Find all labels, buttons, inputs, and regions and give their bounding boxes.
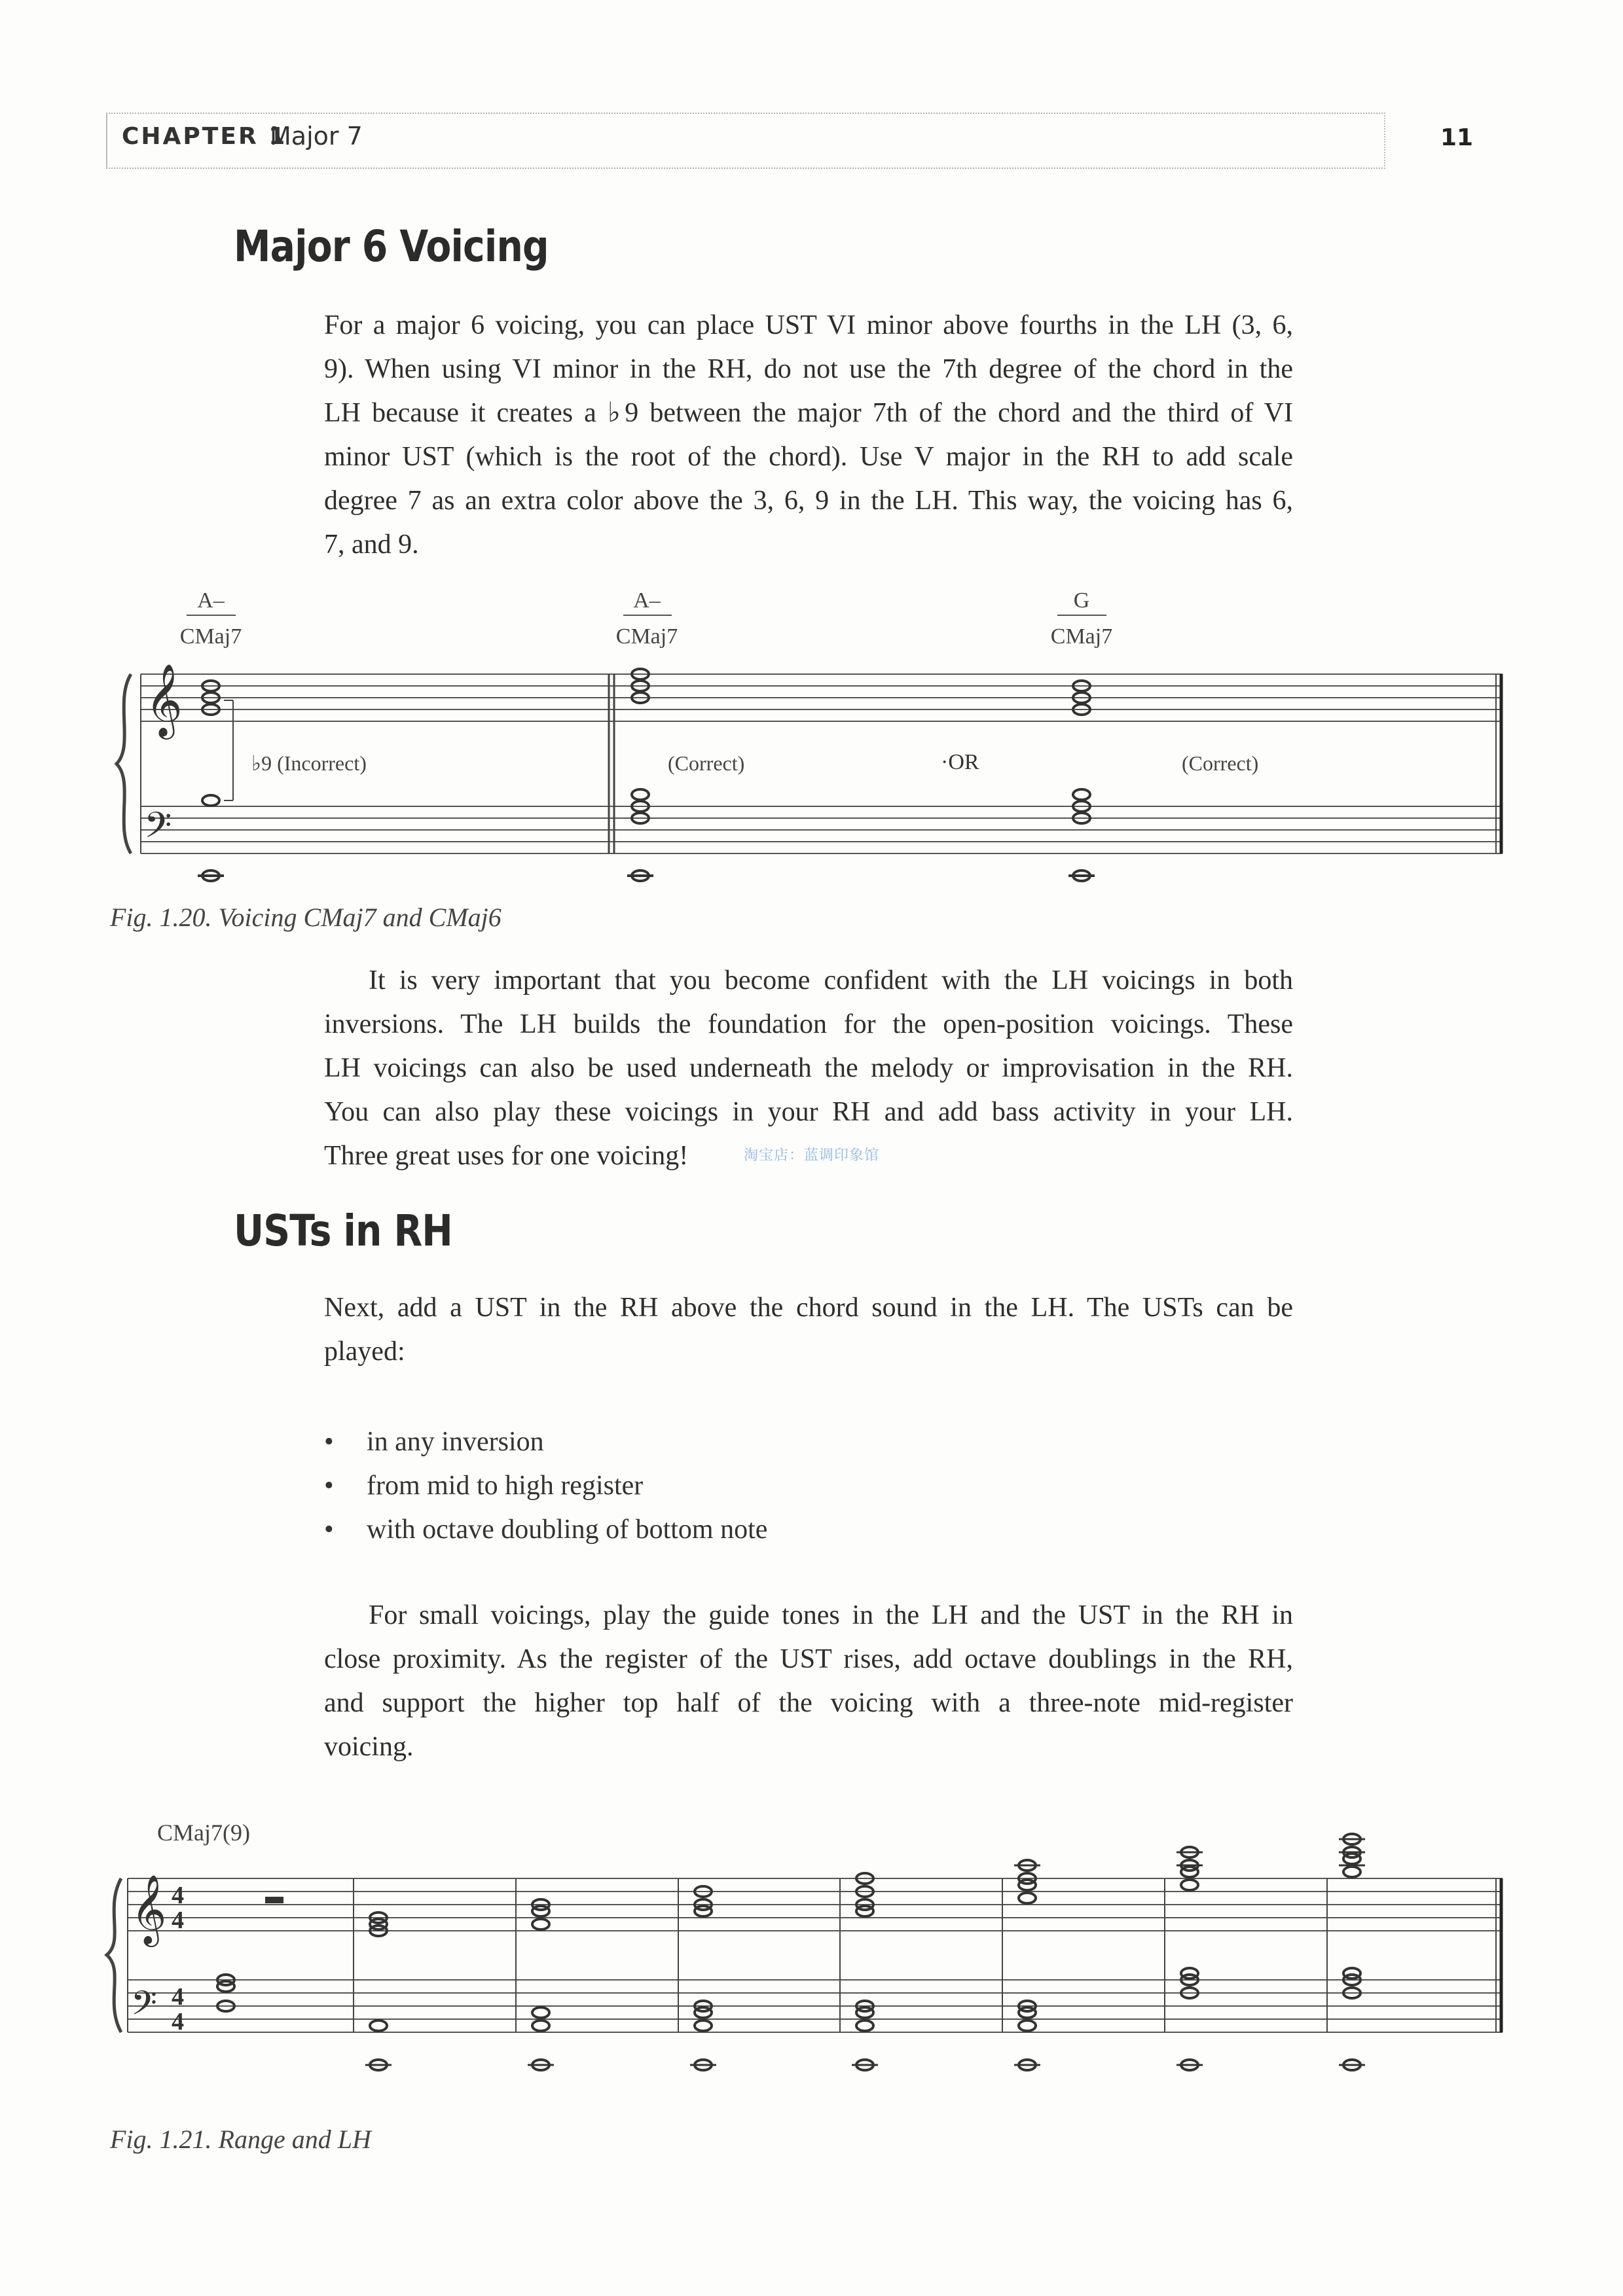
section-heading-major-6-voicing: Major 6 Voicing — [234, 221, 549, 272]
correct-label-1: (Correct) — [668, 751, 745, 775]
bullet-list — [324, 1420, 767, 1552]
text-line: minor UST (which is the root of the chord). Use V major in the RH to add scale — [324, 442, 1293, 472]
text-line: LH voicings can also be used underneath the melody or improvisation in the RH. — [324, 1053, 1293, 1083]
text-line: played: — [324, 1336, 405, 1367]
bullet-icon: • — [324, 1515, 334, 1545]
text-line: For small voicings, play the guide tones in the LH and the UST in the RH in — [369, 1600, 1293, 1630]
text-line: For a major 6 voicing, you can place UST VI minor above fourths in the LH (3, 6, — [324, 310, 1293, 340]
system-brace — [107, 1878, 121, 2032]
svg-text:CMaj7: CMaj7 — [179, 624, 242, 649]
chord-notes-measure-3 — [1068, 681, 1095, 881]
page-number: 11 — [1440, 124, 1474, 151]
correct-label-2: (Correct) — [1182, 751, 1259, 775]
svg-text:4: 4 — [172, 2008, 184, 2036]
or-label: ·OR — [941, 750, 979, 774]
chord-symbol-2 — [616, 588, 678, 649]
bass-staff — [128, 1980, 1503, 2032]
text-line: You can also play these voicings in your RH and add bass activity in your LH. — [324, 1097, 1293, 1127]
text-line: 9). When using VI minor in the RH, do not use the 7th degree of the chord in the — [324, 354, 1293, 384]
chord-symbol-1 — [180, 588, 242, 649]
list-item: • with octave doubling of bottom note — [324, 1508, 767, 1552]
text-line: inversions. The LH builds the foundation for the open-position voicings. These — [324, 1009, 1293, 1039]
list-item: • from mid to high register — [324, 1464, 767, 1508]
treble-chords — [370, 1834, 1360, 1936]
svg-text:CMaj7: CMaj7 — [1050, 624, 1113, 649]
chord-notes-measure-1 — [198, 681, 224, 881]
text-line: and support the higher top half of the voicing with a three-note mid-register — [324, 1688, 1293, 1718]
svg-text:4: 4 — [172, 1907, 184, 1934]
music-figure-1-21 — [0, 1813, 1623, 2114]
paragraph-small-voicings — [324, 1594, 1293, 1769]
paragraph-usts-intro — [324, 1286, 1293, 1374]
chapter-title: Major 7 — [270, 122, 363, 151]
bass-clef-icon: 𝄢 — [144, 806, 172, 854]
svg-text:A–: A– — [197, 588, 225, 613]
watermark-text: 淘宝店：蓝调印象馆 — [744, 1147, 880, 1164]
treble-clef-icon: 𝄞 — [145, 665, 183, 735]
figure-caption-1-20: Fig. 1.20. Voicing CMaj7 and CMaj6 — [110, 903, 501, 932]
treble-staff — [128, 1878, 1503, 1931]
text-line: LH because it creates a ♭9 between the major 7th of the chord and the third of VI — [324, 398, 1293, 428]
bass-staff — [141, 806, 1503, 853]
svg-text:G: G — [1073, 588, 1090, 613]
half-rest-icon — [265, 1897, 283, 1903]
text-line: 7, and 9. — [324, 529, 419, 560]
treble-clef-icon: 𝄞 — [131, 1876, 167, 1943]
incorrect-label: ♭9 (Incorrect) — [251, 751, 367, 775]
text-line: It is very important that you become confident with the LH voicings in both — [369, 965, 1293, 996]
treble-staff — [141, 674, 1503, 721]
chord-symbol-cmaj7-9: CMaj7(9) — [157, 1820, 250, 1846]
paragraph-major-6 — [324, 304, 1293, 567]
section-heading-usts-in-rh: USTs in RH — [234, 1206, 452, 1256]
bass-clef-icon: 𝄢 — [131, 1986, 157, 2030]
text-line: close proximity. As the register of the UST rises, add octave doublings in the RH, — [324, 1644, 1293, 1674]
chord-symbol-3 — [1051, 588, 1112, 649]
svg-text:A–: A– — [633, 588, 661, 613]
figure-caption-1-21: Fig. 1.21. Range and LH — [110, 2125, 371, 2154]
system-brace — [117, 674, 131, 853]
barlines — [354, 1878, 1327, 2032]
bullet-icon: • — [324, 1427, 334, 1457]
text-line: voicing. — [324, 1732, 414, 1762]
chapter-label: CHAPTER 1 — [122, 123, 287, 150]
svg-text:4: 4 — [172, 1882, 184, 1909]
list-item: • in any inversion — [324, 1420, 767, 1464]
text-line: Next, add a UST in the RH above the chord sound in the LH. The USTs can be — [324, 1293, 1293, 1323]
text-line: degree 7 as an extra color above the 3, 6, 9 in the LH. This way, the voicing has 6, — [324, 486, 1293, 516]
bullet-icon: • — [324, 1471, 334, 1501]
text-line: Three great uses for one voicing! — [324, 1141, 689, 1171]
music-figure-1-20 — [0, 576, 1623, 916]
bass-chords — [370, 1968, 1360, 2031]
svg-text:CMaj7: CMaj7 — [615, 624, 678, 649]
svg-text:4: 4 — [172, 1983, 184, 2011]
time-signature — [172, 1882, 184, 2036]
chord-notes-measure-2 — [627, 669, 653, 881]
